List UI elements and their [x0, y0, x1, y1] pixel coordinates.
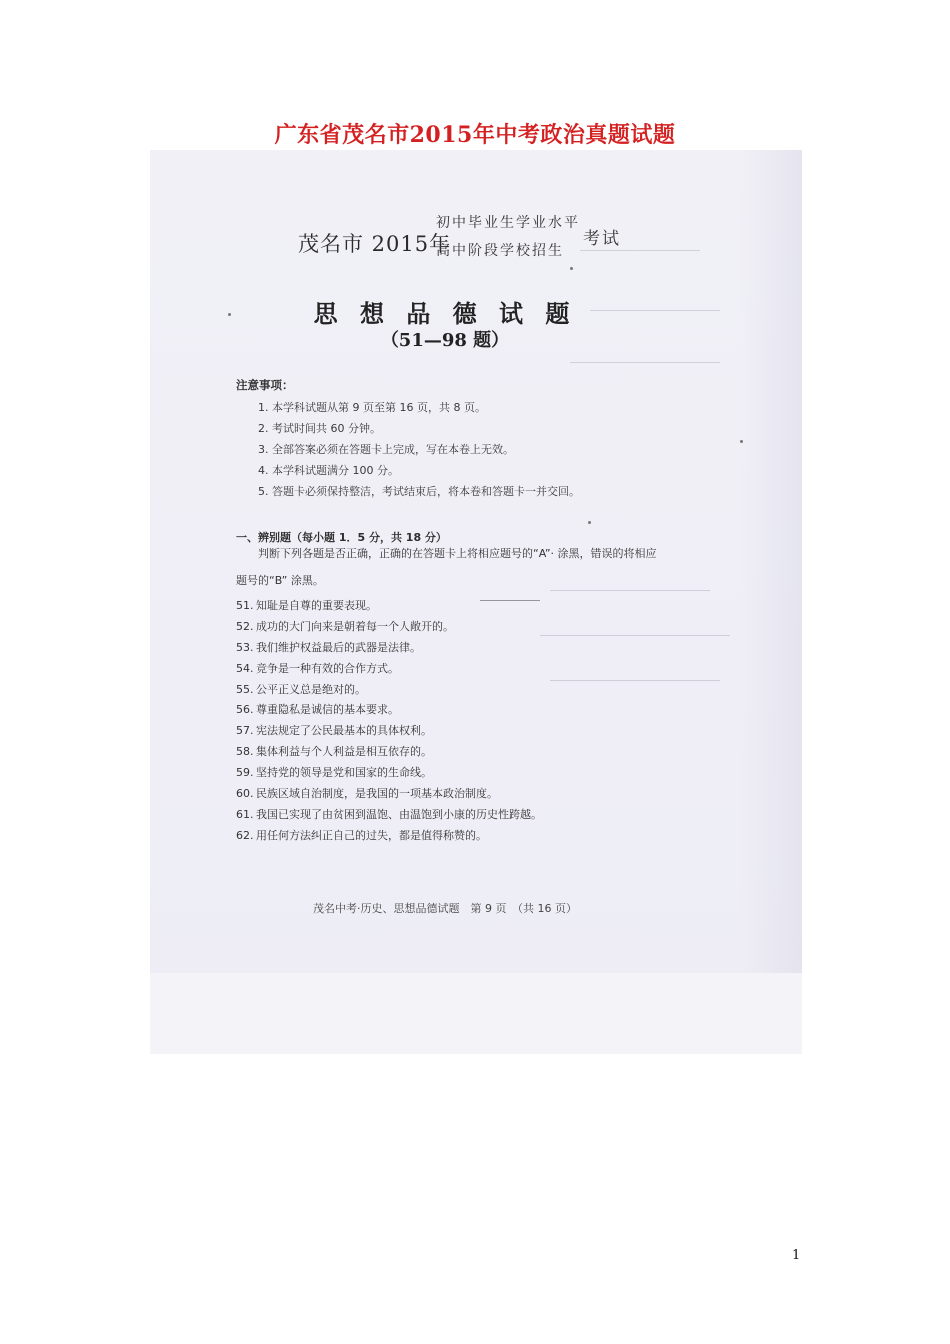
question-text: 我国已实现了由贫困到温饱、由温饱到小康的历史性跨越。 [256, 807, 542, 821]
question-text: 坚持党的领导是党和国家的生命线。 [256, 766, 432, 780]
notes-list [258, 397, 580, 502]
exam-header-line-bottom: 高中阶段学校招生 [436, 243, 564, 259]
question-item [236, 700, 542, 721]
bleed-through-line [550, 680, 720, 681]
section-instruction: 判断下列各题是否正确，正确的在答题卡上将相应题号的“A”· 涂黑，错误的将相应 [258, 547, 657, 560]
question-number: 57. [236, 724, 254, 738]
question-text: 用任何方法纠正自己的过失，都是值得称赞的。 [256, 828, 487, 842]
question-number: 61. [236, 807, 254, 821]
note-item: 5. 答题卡必须保持整洁，考试结束后，将本卷和答题卡一并交回。 [258, 485, 580, 498]
question-number: 59. [236, 766, 254, 780]
page-number: 1 [792, 1248, 801, 1263]
notes-heading: 注意事项： [236, 378, 294, 392]
question-text: 尊重隐私是诚信的基本要求。 [256, 703, 399, 717]
scan-lower-margin [150, 973, 802, 1054]
question-list [236, 596, 542, 847]
scanned-exam-page [150, 150, 802, 1054]
question-item [236, 826, 542, 847]
note-item: 1. 本学科试题从第 9 页至第 16 页，共 8 页。 [258, 401, 486, 414]
question-number: 51. [236, 599, 254, 612]
exam-header [298, 212, 758, 272]
question-number: 56. [236, 703, 254, 717]
question-text: 公平正义总是绝对的。 [256, 682, 366, 696]
section-title: 一、辨别题（每小题 1．5 分，共 18 分） [236, 531, 447, 544]
exam-header-line-top: 初中毕业生学业水平 [436, 215, 580, 231]
scan-speck [588, 521, 591, 524]
question-number: 54. [236, 661, 254, 675]
question-item [236, 638, 542, 659]
question-number: 62. [236, 828, 254, 842]
subject-title: 思 想 品 德 试 题 [313, 299, 577, 328]
question-text: 民族区域自治制度，是我国的一项基本政治制度。 [256, 787, 498, 801]
question-item [236, 742, 542, 763]
document-title: 广东省茂名市2015年中考政治真题试题 [274, 122, 676, 148]
question-text: 宪法规定了公民最基本的具体权利。 [256, 724, 432, 738]
exam-header-city-year: 茂名市 2015年 [298, 232, 452, 256]
section-instruction-cont: 题号的“B” 涂黑。 [236, 574, 324, 587]
question-item [236, 763, 542, 784]
bleed-through-line [570, 362, 720, 363]
note-item: 3. 全部答案必须在答题卡上完成，写在本卷上无效。 [258, 443, 514, 456]
question-text: 我们维护权益最后的武器是法律。 [256, 640, 421, 654]
question-item [236, 680, 542, 701]
question-item [236, 617, 542, 638]
scan-page-footer: 茂名中考·历史、思想品德试题 第 9 页 （共 16 页） [313, 902, 577, 915]
note-item: 2. 考试时间共 60 分钟。 [258, 422, 381, 435]
question-number: 55. [236, 682, 254, 696]
bleed-through-line [550, 590, 710, 591]
question-item [236, 659, 542, 680]
question-item [236, 805, 542, 826]
question-text: 竞争是一种有效的合作方式。 [256, 661, 399, 675]
bleed-through-line [540, 635, 730, 636]
question-number: 58. [236, 745, 254, 759]
exam-header-exam: 考试 [583, 229, 621, 249]
question-number: 52. [236, 619, 254, 633]
subject-question-range: （51—98 题） [380, 330, 510, 351]
question-text: 成功的大门向来是朝着每一个人敞开的。 [256, 619, 454, 633]
question-number: 60. [236, 787, 254, 801]
scan-shadow-edge [740, 150, 802, 973]
scan-speck [740, 440, 743, 443]
question-text: 集体利益与个人利益是相互依存的。 [256, 745, 432, 759]
question-item [236, 596, 542, 617]
question-number: 53. [236, 640, 254, 654]
question-text: 知耻是自尊的重要表现。 [256, 599, 377, 612]
question-item [236, 784, 542, 805]
question-item [236, 721, 542, 742]
note-item: 4. 本学科试题满分 100 分。 [258, 464, 399, 477]
